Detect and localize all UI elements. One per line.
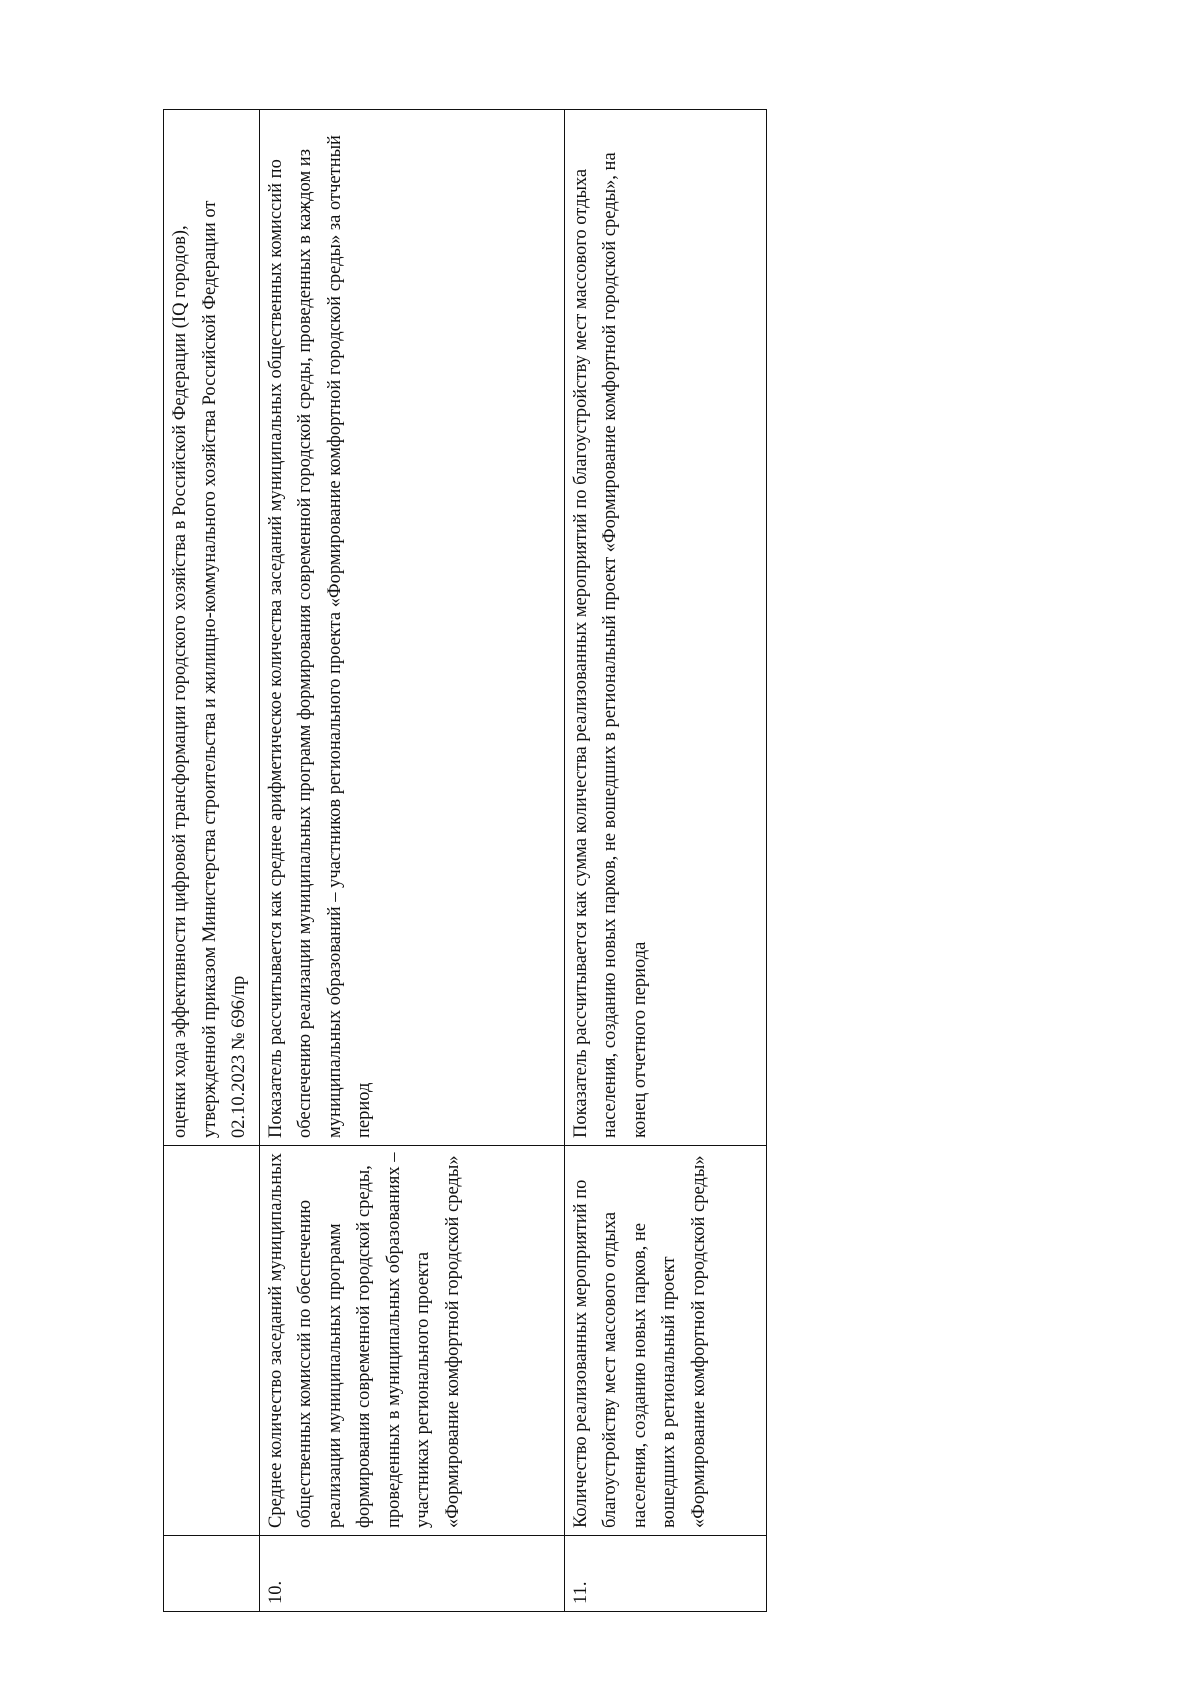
- indicator-description: Показатель рассчитывается как среднее арифметическое количества заседаний муниципальных общественных комиссий по обеспечению реализации муниципальных программ формирования современной городской среды, проведенных в каждом из муниципальных образований – участников регионального проекта «Формирование комфортной городской среды» за отчетный период: [259, 110, 564, 1146]
- indicator-name: Среднее количество заседаний муниципальных общественных комиссий по обеспечению реализации муниципальных программ формирования современной городской среды, проведенных в муниципальных образованиях – участниках регионального проекта «Формирование комфортной городской среды»: [259, 1146, 564, 1536]
- indicator-table: [163, 109, 767, 1612]
- table-row: [564, 110, 766, 1612]
- indicator-description: Показатель рассчитывается как сумма количества реализованных мероприятий по благоустройству мест массового отдыха населения, созданию новых парков, не вошедших в региональный проект «Формирование комфортной городской среды», на конец отчетного периода: [564, 110, 766, 1146]
- number-cell-empty: [164, 1536, 260, 1612]
- continuation-description: оценки хода эффективности цифровой трансформации городского хозяйства в Российской Федерации (IQ городов), утвержденной приказом Министерства строительства и жилищно-коммунального хозяйства Российской Федерации от 02.10.2023 № 696/пр: [164, 110, 260, 1146]
- indicator-name: Количество реализованных мероприятий по благоустройству мест массового отдыха населения, созданию новых парков, не вошедших в региональный проект «Формирование комфортной городской среды»: [564, 1146, 766, 1536]
- name-cell-empty: [164, 1146, 260, 1536]
- table-row-continuation: [164, 110, 260, 1612]
- rotated-page-content: [163, 110, 763, 1612]
- table-row: [259, 110, 564, 1612]
- row-number: 10.: [259, 1536, 564, 1612]
- row-number: 11.: [564, 1536, 766, 1612]
